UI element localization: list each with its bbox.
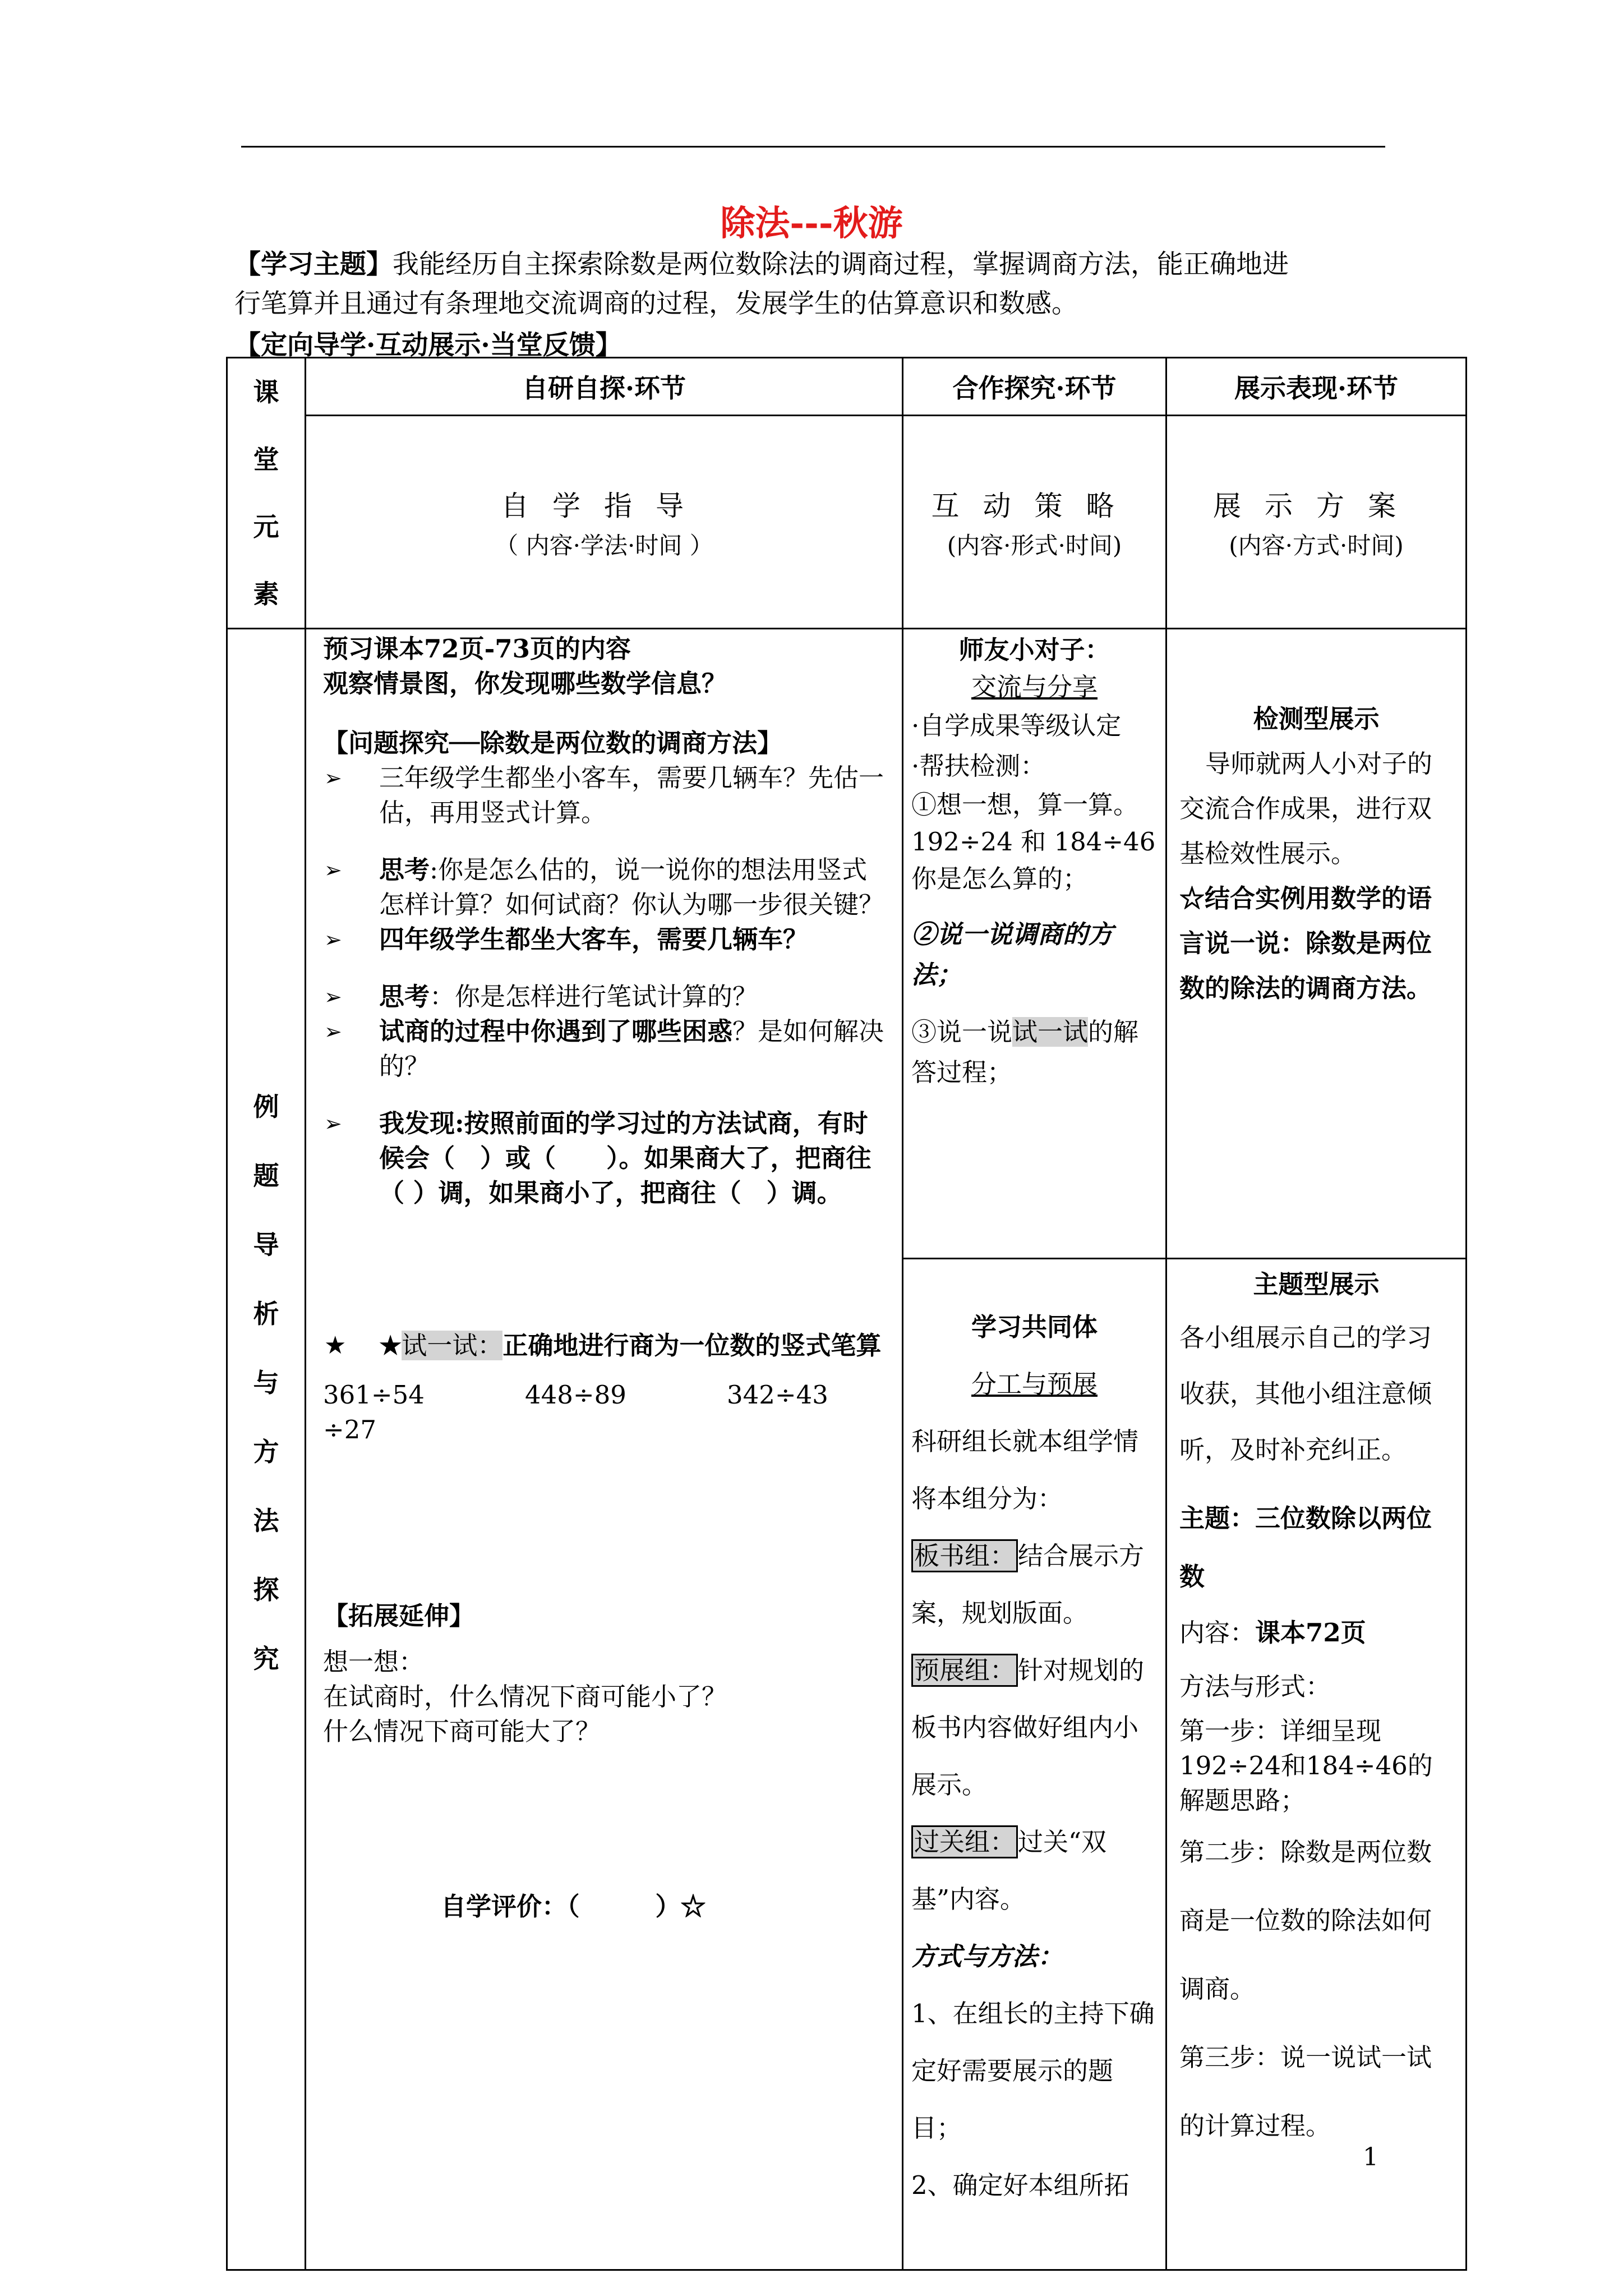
arrow-icon: ➢ <box>324 984 342 1009</box>
test-display-cell: 检测型展示 导师就两人小对子的交流合作成果，进行双基检效性展示。 ☆结合实例用数学的语言说一说：除数是两位数的除法的调商方法。 <box>1166 629 1467 1259</box>
observe-line: 观察情景图，你发现哪些数学信息？ <box>323 669 727 698</box>
intro-line-1: 【学习主题】我能经历自主探索除数是两位数除法的调商过程，掌握调商方法，能正确地进 <box>234 249 1289 280</box>
bullet-item: ➢ 四年级学生都坐大客车，需要几辆车？ <box>323 922 885 957</box>
left-vertical-label: 例 题 导 析 与 方 法 探 究 <box>227 629 306 2270</box>
group-strategy-cell: 学习共同体 分工与预展 科研组长就本组学情将本组分为： 板书组： 结合展示方案，规划版面。 预展组： 针对规划的板书内容做好组内小展示。 过关组： 过关“双基”内容。 方式与方法： 1、在组长的主持下确定好需要展示的题目； 2、确定好本组所拓 <box>903 1259 1166 2270</box>
bullet-item: ➢ 思考:你是怎么估的，说一说你的想法用竖式怎样计算？如何试商？你认为哪一步很关键？ <box>323 853 885 922</box>
board-group-tag: 板书组： <box>911 1539 1018 1572</box>
bullet-item: ➢ 我发现:按照前面的学习过的方法试商，有时候会（ ）或（ ）。如果商大了，把商往（ ）调，如果商小了，把商往（ ）调。 <box>323 1106 885 1211</box>
page-title: 除法---秋游 <box>720 203 903 243</box>
preview-group-tag: 预展组： <box>911 1654 1018 1687</box>
self-evaluation: 自学评价：（ ）☆ <box>441 1892 706 1921</box>
theme-display-cell: 主题型展示 各小组展示自己的学习收获，其他小组注意倾听，及时补充纠正。 主题：三位数除以两位数 内容：课本72页 方法与形式： 第一步：详细呈现192÷24和184÷46的解题思路； 第二步：除数是两位数商是一位数的除法如何调商。 第三步：说一说试一试的计算过程。 <box>1166 1259 1467 2270</box>
preview-line: 预习课本72页-73页的内容 <box>323 634 631 664</box>
star-icon: ★ <box>324 1331 347 1360</box>
pair-strategy-cell: 师友小对子： 交流与分享 ·自学成果等级认定 ·帮扶检测： ①想一想，算一算。192÷24 和 184÷46 你是怎么算的； ②说一说调商的方法； ③说一说试一试的解答过程； <box>903 629 1166 1259</box>
header-col3-sub: 互动策略 (内容·形式·时间) <box>903 416 1166 629</box>
exercise-row: 361÷54 448÷89 342÷43 <box>323 1380 828 1410</box>
header-rule <box>241 146 1385 148</box>
arrow-icon: ➢ <box>324 1111 342 1136</box>
bullet-item: ➢ 试商的过程中你遇到了哪些困惑？是如何解决的？ <box>323 1014 885 1084</box>
arrow-icon: ➢ <box>324 1019 342 1044</box>
arrow-icon: ➢ <box>324 927 342 952</box>
page-number: 1 <box>1363 2143 1378 2171</box>
pass-group-tag: 过关组： <box>911 1825 1018 1858</box>
problem-section-title: 【问题探究──除数是两位数的调商方法】 <box>323 728 783 758</box>
exercise-row-wrap: ÷27 <box>323 1415 376 1444</box>
think-line: 想一想： <box>323 1647 425 1677</box>
self-study-column <box>306 629 903 2270</box>
think-q2: 什么情况下商可能大了？ <box>323 1717 601 1746</box>
bullet-item: ➢ 思考：你是怎样进行笔试计算的？ <box>323 979 885 1014</box>
extension-section-title: 【拓展延伸】 <box>323 1601 475 1631</box>
subheading: 【定向导学·互动展示·当堂反馈】 <box>234 330 622 361</box>
try-it-line: ★ ★试一试：正确地进行商为一位数的竖式笔算 <box>323 1328 885 1363</box>
intro-line-2: 行笔算并且通过有条理地交流调商的过程，发展学生的估算意识和数感。 <box>234 288 1078 319</box>
header-col2: 自研自探·环节 <box>306 358 903 416</box>
bullet-item: ➢ 三年级学生都坐小客车，需要几辆车？先估一估，再用竖式计算。 <box>323 761 885 830</box>
header-classroom-elements: 课 堂 元 素 <box>227 358 306 629</box>
think-q1: 在试商时，什么情况下商可能小了？ <box>323 1682 727 1711</box>
header-col4-sub: 展示方案 (内容·方式·时间) <box>1166 416 1467 629</box>
header-col2-sub: 自学指导 （ 内容·学法·时间 ） <box>306 416 903 629</box>
lesson-table <box>226 357 1467 2271</box>
arrow-icon: ➢ <box>324 766 342 790</box>
arrow-icon: ➢ <box>324 858 342 882</box>
header-col3: 合作探究·环节 <box>903 358 1166 416</box>
header-col4: 展示表现·环节 <box>1166 358 1467 416</box>
